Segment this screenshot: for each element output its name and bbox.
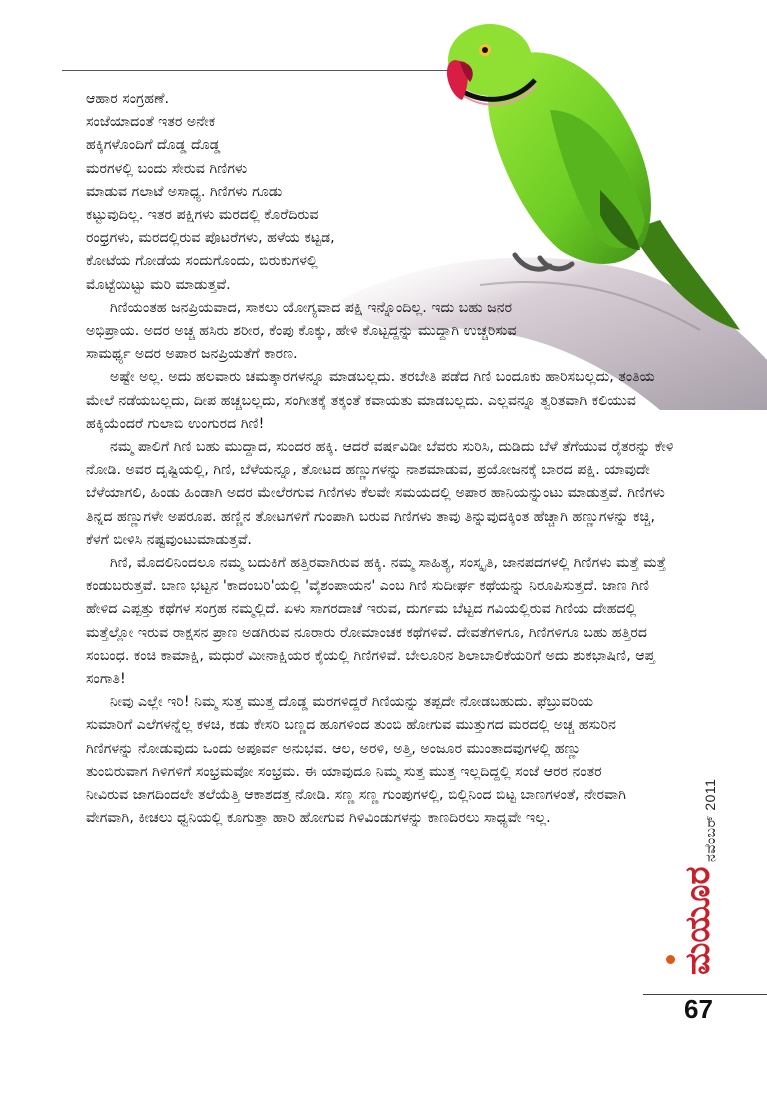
- paragraph-4: ನಮ್ಮ ಪಾಲಿಗೆ ಗಿಣಿ ಬಹು ಮುದ್ದಾದ, ಸುಂದರ ಹಕ್ಕಿ. ಆದರೆ ವರ್ಷವಿಡೀ ಬೆವರು ಸುರಿಸಿ, ದುಡಿದು ಬೆಳೆ ತೆಗೆಯುವ ರೈತರನ್ನು ಕೇಳಿ ನೋಡಿ. ಅವರ ದೃಷ್ಟಿಯಲ್ಲಿ, ಗಿಣಿ, ಬೆಳೆಯನ್ನೂ, ತೋಟದ ಹಣ್ಣುಗಳನ್ನು ನಾಶಮಾಡುವ, ಪ್ರಯೋಜನಕ್ಕೆ ಬಾರದ ಪಕ್ಷಿ. ಯಾವುದೇ ಬೆಳೆಯಾಗಲಿ, ಹಿಂಡು ಹಿಂಡಾಗಿ ಅದರ ಮೇಲೆರಗುವ ಗಿಣಿಗಳು ಕೆಲವೇ ಸಮಯದಲ್ಲಿ ಅಪಾರ ಹಾನಿಯನ್ನುಂಟು ಮಾಡುತ್ತವೆ. ಗಿಣಿಗಳು ತಿನ್ನದ ಹಣ್ಣುಗಳೇ ಅಪರೂಪ. ಹಣ್ಣಿನ ತೋಟಗಳಿಗೆ ಗುಂಪಾಗಿ ಬರುವ ಗಿಣಿಗಳು ತಾವು ತಿನ್ನುವುದಕ್ಕಿಂತ ಹೆಚ್ಚಾಗಿ ಹಣ್ಣುಗಳನ್ನು ಕಚ್ಚಿ, ಕೆಳಗೆ ಬೀಳಿಸಿ ನಷ್ಟವುಂಟುಮಾಡುತ್ತವೆ.: [86, 439, 674, 548]
- text-line: ಕಟ್ಟುವುದಿಲ್ಲ. ಇತರ ಪಕ್ಷಿಗಳು ಮರದಲ್ಲಿ ಕೊರೆದಿರುವ: [86, 207, 319, 224]
- page-number: 67: [684, 994, 713, 1024]
- article-body: [86, 88, 686, 831]
- paragraph-5: ಗಿಣಿ, ಮೊದಲಿನಿಂದಲೂ ನಮ್ಮ ಬದುಕಿಗೆ ಹತ್ತಿರವಾಗಿರುವ ಹಕ್ಕಿ. ನಮ್ಮ ಸಾಹಿತ್ಯ, ಸಂಸ್ಕೃತಿ, ಜಾನಪದಗಳಲ್ಲಿ ಗಿಣಿಗಳು ಮತ್ತೆ ಮತ್ತೆ ಕಂಡುಬರುತ್ತವೆ. ಬಾಣ ಭಟ್ಟನ 'ಕಾದಂಬರಿ'ಯಲ್ಲಿ 'ವೈಶಂಪಾಯನ' ಎಂಬ ಗಿಣಿ ಸುದೀರ್ಘ ಕಥೆಯನ್ನು ನಿರೂಪಿಸುತ್ತದೆ. ಜಾಣ ಗಿಣಿ ಹೇಳಿದ ಎಪ್ಪತ್ತು ಕಥೆಗಳ ಸಂಗ್ರಹ ನಮ್ಮಲ್ಲಿದೆ. ಏಳು ಸಾಗರದಾಚೆ ಇರುವ, ದುರ್ಗಮ ಬೆಟ್ಟದ ಗವಿಯಲ್ಲಿರುವ ಗಿಣಿಯ ದೇಹದಲ್ಲಿ ಮತ್ತೆಲ್ಲೋ ಇರುವ ರಾಕ್ಷಸನ ಪ್ರಾಣ ಅಡಗಿರುವ ನೂರಾರು ರೋಮಾಂಚಕ ಕಥೆಗಳಿವೆ. ದೇವತೆಗಳಿಗೂ, ಗಿಣಿಗಳಿಗೂ ಬಹು ಹತ್ತಿರದ ಸಂಬಂಧ. ಕಂಚಿ ಕಾಮಾಕ್ಷಿ, ಮಧುರೆ ಮೀನಾಕ್ಷಿಯರ ಕೈಯಲ್ಲಿ ಗಿಣಿಗಳಿವೆ. ಬೇಲೂರಿನ ಶಿಲಾಬಾಲಿಕೆಯರಿಗೆ ಅದು ಶುಕಭಾಷಿಣಿ, ಆಪ್ತ ಸಂಗಾತಿ!: [86, 555, 667, 688]
- text-line: ಮಾಡುವ ಗಲಾಟೆ ಅಸಾಧ್ಯ. ಗಿಣಿಗಳು ಗೂಡು: [86, 183, 283, 200]
- text-line: ಆಹಾರ ಸಂಗ್ರಹಣೆ.: [86, 91, 169, 107]
- text-line: ಕೋಟೆಯ ಗೋಡೆಯ ಸಂದುಗೊಂದು, ಬಿರುಕುಗಳಲ್ಲಿ: [86, 253, 318, 270]
- masthead-dot-icon: [666, 955, 675, 964]
- paragraph-3: ಅಷ್ಟೇ ಅಲ್ಲ. ಅದು ಹಲವಾರು ಚಮತ್ಕಾರಗಳನ್ನೂ ಮಾಡಬಲ್ಲದು. ತರಬೇತಿ ಪಡೆದ ಗಿಣಿ ಬಂದೂಕು ಹಾರಿಸಬಲ್ಲದು, ತಂತಿಯ ಮೇಲೆ ನಡೆಯಬಲ್ಲದು, ದೀಪ ಹಚ್ಚಬಲ್ಲದು, ಸಂಗೀತಕ್ಕೆ ತಕ್ಕಂತೆ ಕವಾಯತು ಮಾಡಬಲ್ಲದು. ಎಲ್ಲವನ್ನೂ ತ್ವರಿತವಾಗಿ ಕಲಿಯುವ ಹಕ್ಕಿಯೆಂದರೆ ಗುಲಾಬಿ ಉಂಗುರದ ಗಿಣಿ!: [86, 369, 655, 432]
- text-line: ಮೊಟ್ಟೆಯಿಟ್ಟು ಮರಿ ಮಾಡುತ್ತವೆ.: [86, 276, 231, 293]
- paragraph-1: [86, 88, 441, 297]
- text-line: ಮರಗಳಲ್ಲಿ ಬಂದು ಸೇರುವ ಗಿಣಿಗಳು: [86, 160, 248, 177]
- text-line: ಸಂಜೆಯಾದಂತೆ ಇತರ ಅನೇಕ: [86, 114, 216, 131]
- text-line: ರಂಧ್ರಗಳು, ಮರದಲ್ಲಿರುವ ಪೊಟರೆಗಳು, ಹಳೆಯ ಕಟ್ಟಡ,: [86, 230, 335, 247]
- magazine-name: ಮಯೂರ: [678, 866, 718, 975]
- text-line: ಹಕ್ಕಿಗಳೊಂದಿಗೆ ದೊಡ್ಡ ದೊಡ್ಡ: [86, 137, 221, 154]
- issue-date: ನವೆಂಬರ್ 2011: [702, 778, 718, 862]
- paragraph-2: ಗಿಣಿಯಂತಹ ಜನಪ್ರಿಯವಾದ, ಸಾಕಲು ಯೋಗ್ಯವಾದ ಪಕ್ಷಿ ಇನ್ನೊಂದಿಲ್ಲ. ಇದು ಬಹು ಜನರ ಅಭಿಪ್ರಾಯ. ಅದರ ಅಚ್ಚ ಹಸಿರು ಶರೀರ, ಕೆಂಪು ಕೊಕ್ಕು, ಹೇಳಿ ಕೊಟ್ಟದ್ದನ್ನು ಮುದ್ದಾಗಿ ಉಚ್ಚರಿಸುವ ಸಾಮರ್ಥ್ಯ ಅದರ ಅಪಾರ ಜನಪ್ರಿಯತೆಗೆ ಕಾರಣ.: [86, 299, 517, 363]
- paragraph-6: ನೀವು ಎಲ್ಲೇ ಇರಿ! ನಿಮ್ಮ ಸುತ್ತ ಮುತ್ತ ದೊಡ್ಡ ಮರಗಳಿದ್ದರೆ ಗಿಣಿಯನ್ನು ತಪ್ಪದೇ ನೋಡಬಹುದು. ಫೆಬ್ರುವರಿಯ ಸುಮಾರಿಗೆ ಎಲೆಗಳನ್ನೆಲ್ಲ ಕಳಚಿ, ಕಡು ಕೇಸರಿ ಬಣ್ಣದ ಹೂಗಳಿಂದ ತುಂಬಿ ಹೋಗುವ ಮುತ್ತುಗದ ಮರದಲ್ಲಿ ಅಚ್ಚ ಹಸುರಿನ ಗಿಣಿಗಳನ್ನು ನೋಡುವುದು ಒಂದು ಅಪೂರ್ವ ಅನುಭವ. ಆಲ, ಅರಳಿ, ಅತ್ತಿ, ಅಂಜೂರ ಮುಂತಾದವುಗಳಲ್ಲಿ ಹಣ್ಣು ತುಂಬಿರುವಾಗ ಗಿಳಿಗಳಿಗೆ ಸಂಭ್ರಮವೋ ಸಂಭ್ರಮ. ಈ ಯಾವುದೂ ನಿಮ್ಮ ಸುತ್ತ ಮುತ್ತ ಇಲ್ಲದಿದ್ದಲ್ಲಿ ಸಂಜೆ ಆರರ ನಂತರ ನೀವಿರುವ ಜಾಗದಿಂದಲೇ ತಲೆಯೆತ್ತಿ ಆಕಾಶದತ್ತ ನೋಡಿ. ಸಣ್ಣ ಸಣ್ಣ ಗುಂಪುಗಳಲ್ಲಿ, ಬಿಲ್ಲಿನಿಂದ ಬಿಟ್ಟ ಬಾಣಗಳಂತೆ, ನೇರವಾಗಿ ವೇಗವಾಗಿ, ಕೀಚಲು ಧ್ವನಿಯಲ್ಲಿ ಕೂಗುತ್ತಾ ಹಾರಿ ಹೋಗುವ ಗಿಳಿವಿಂಡುಗಳನ್ನು ಕಾಣದಿರಲು ಸಾಧ್ಯವೇ ಇಲ್ಲ.: [86, 694, 626, 827]
